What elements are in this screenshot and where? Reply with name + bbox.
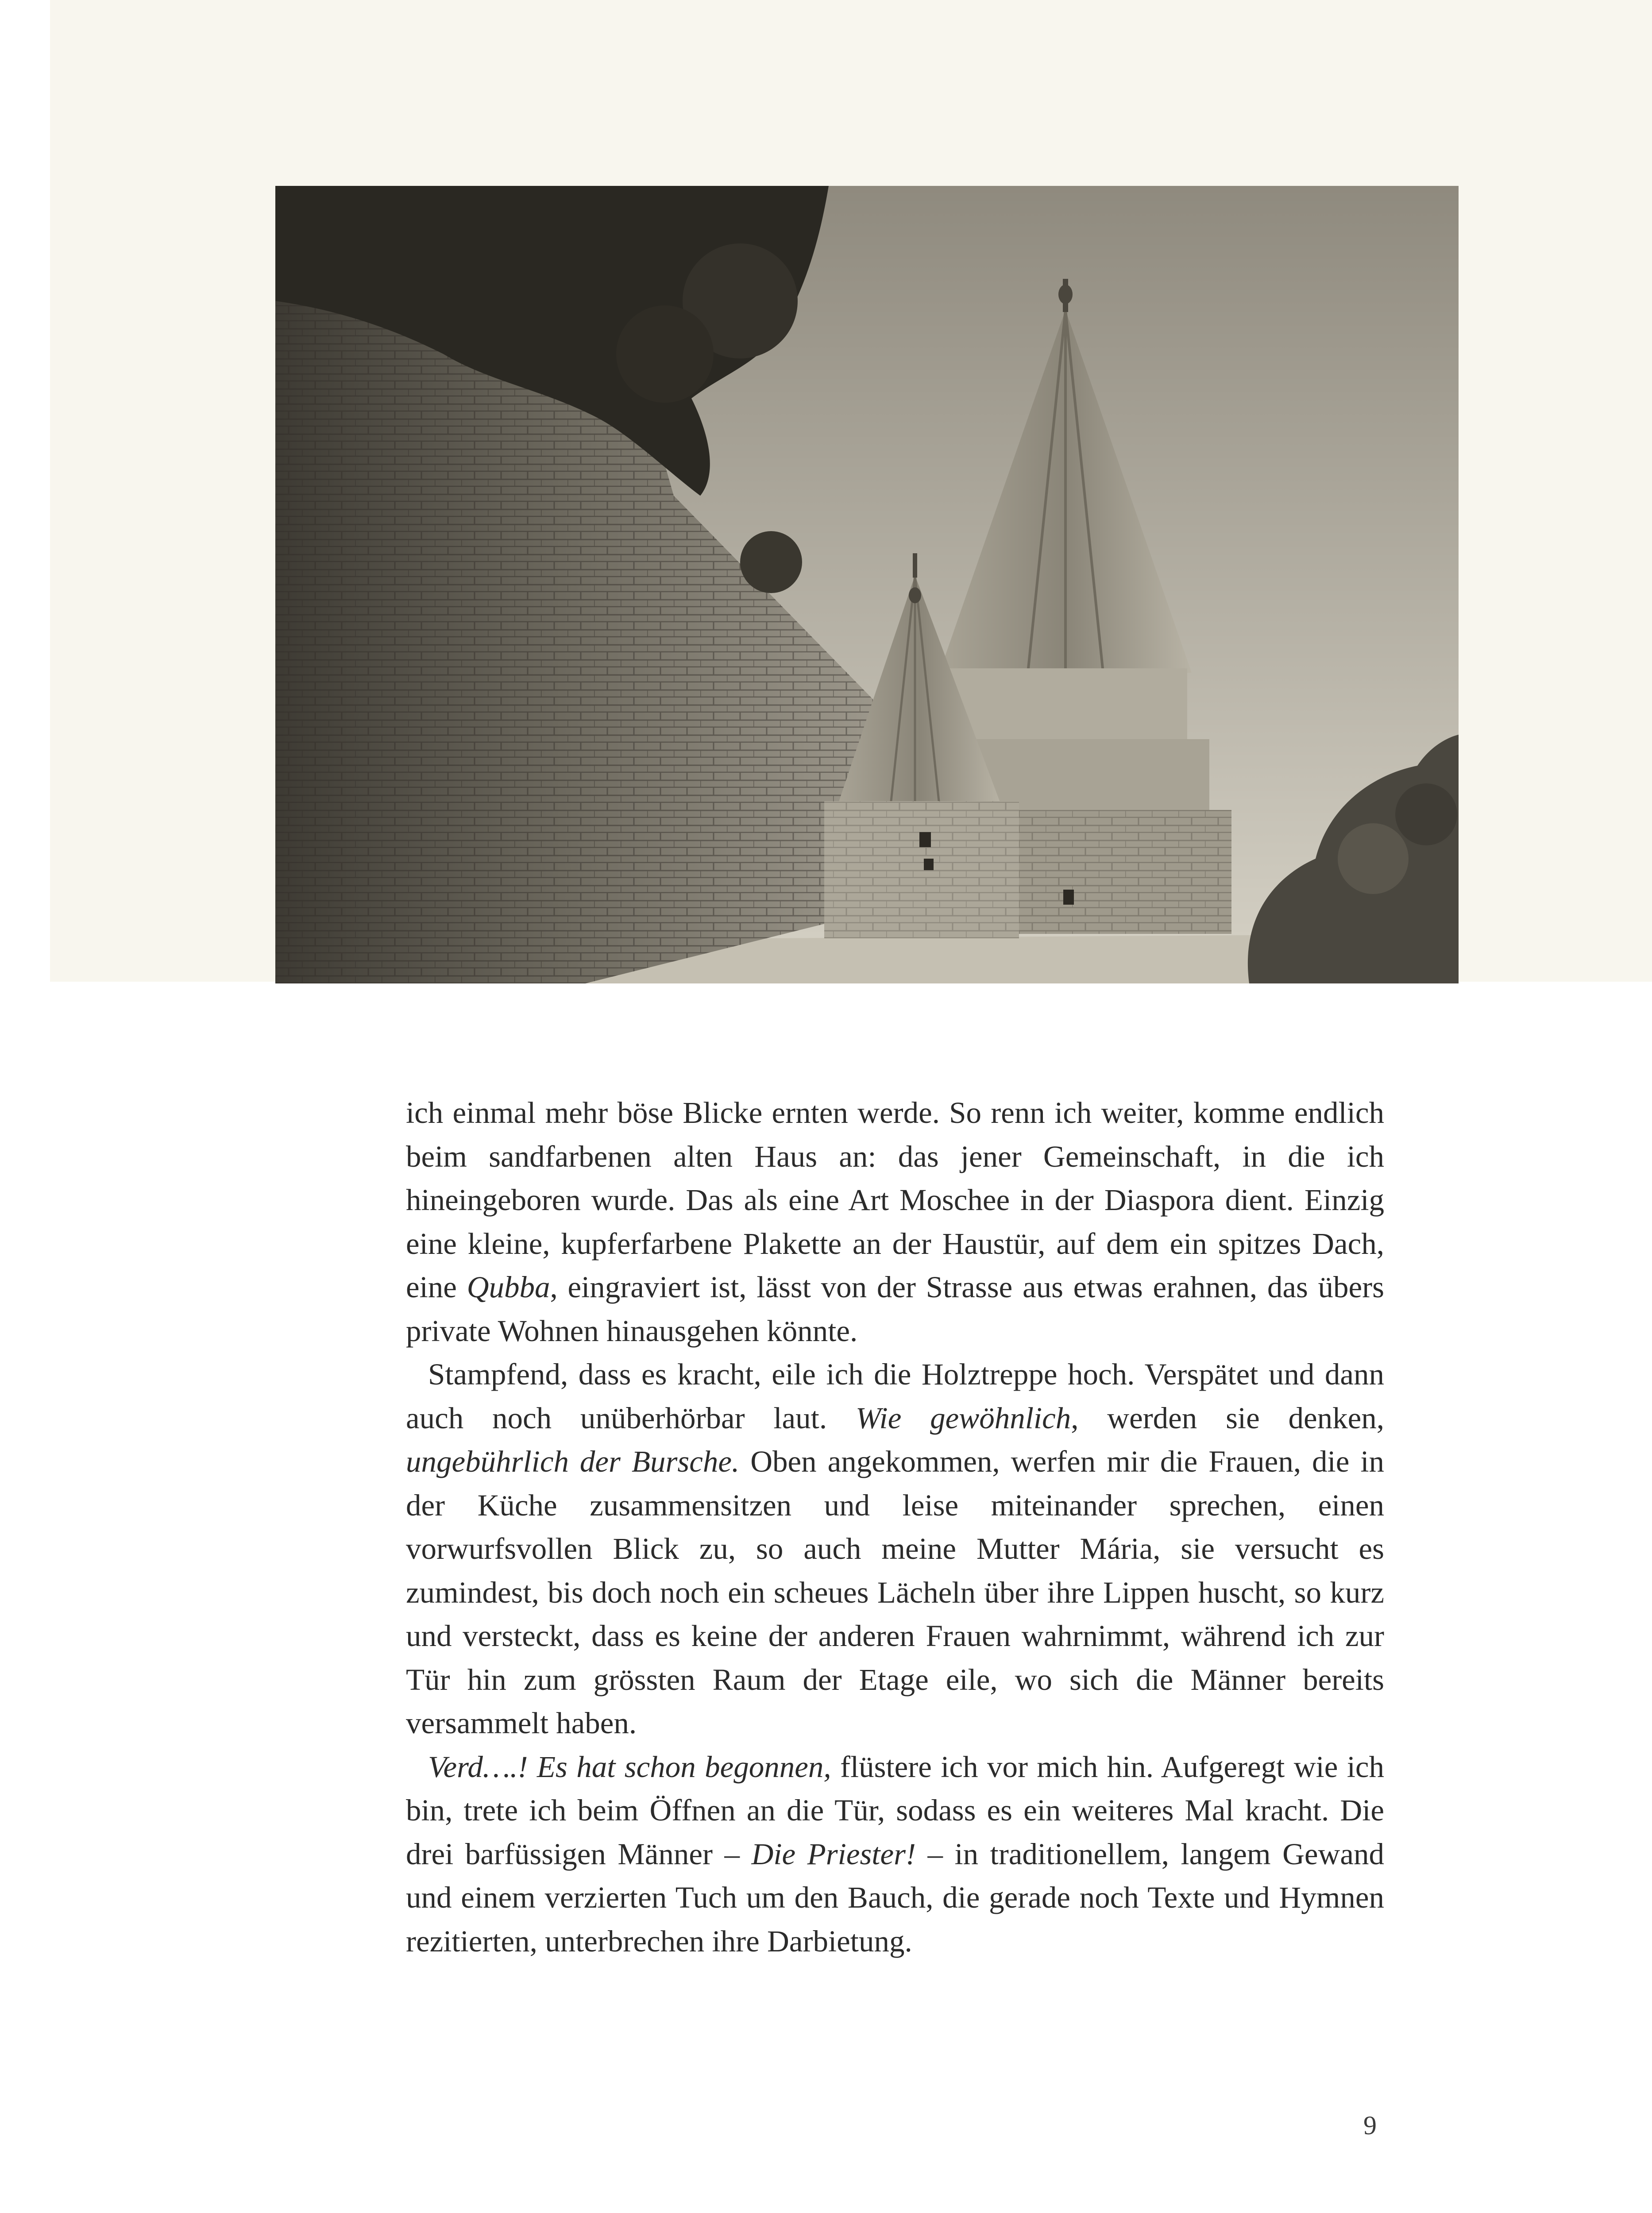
- paragraph-1: [406, 1091, 1384, 1353]
- italic-segment: Qubba: [467, 1270, 550, 1304]
- text-segment: – in traditionellem, langem Gewand und einem verzierten Tuch um den Bauch, die gerade noch Texte und Hymnen rezitierten, unterbrechen ihre Darbietung.: [406, 1837, 1384, 1958]
- text-segment: Stampfend, dass es kracht, eile ich die Holztreppe hoch. Verspätet und dann auch noch unüberhörbar laut.: [406, 1357, 1384, 1435]
- italic-segment: Die Priester!: [751, 1837, 916, 1871]
- italic-segment: ungebührlich der Bursche.: [406, 1445, 740, 1478]
- text-segment: Oben angekommen, werfen mir die Frauen, die in der Küche zusammensitzen und leise miteinander sprechen, einen vorwurfsvollen Blick zu, so auch meine Mutter Mária, sie versucht es zumindest, bis doch noch ein scheues Lächeln über ihre Lippen huscht, so kurz und versteckt, dass es keine der anderen Frauen wahrnimmt, während ich zur Tür hin zum grössten Raum der Etage eile, wo sich die Männer bereits versammelt haben.: [406, 1445, 1384, 1740]
- text-segment: flüstere ich vor mich hin. Aufgeregt wie ich bin, trete ich beim Öffnen an die Tür, sodass es ein weiteres Mal kracht. Die drei barfüssigen Männer –: [406, 1750, 1384, 1871]
- body-text: [406, 1091, 1384, 1963]
- text-segment: ich einmal mehr böse Blicke ernten werde. So renn ich weiter, komme endlich beim sandfarbenen alten Haus an: das jener Gemeinschaft, in die ich hineingeboren wurde. Das als eine Art Moschee in der Diaspora dient. Einzig eine kleine, kupferfarbene Plakette an der Haustür, auf dem ein spitzes Dach, eine: [406, 1096, 1384, 1304]
- italic-segment: Wie gewöhnlich: [855, 1401, 1071, 1435]
- shrine-photograph: [275, 186, 1459, 983]
- page-number: 9: [1363, 2111, 1377, 2140]
- paragraph-3: [406, 1745, 1384, 1963]
- text-segment: , werden sie denken,: [1071, 1401, 1384, 1435]
- text-segment: , eingraviert ist, lässt von der Strasse aus etwas erahnen, das übers private Wohnen hinausgehen könnte.: [406, 1270, 1385, 1348]
- italic-segment: Verd….! Es hat schon begonnen,: [428, 1750, 831, 1784]
- paragraph-2: [406, 1353, 1384, 1745]
